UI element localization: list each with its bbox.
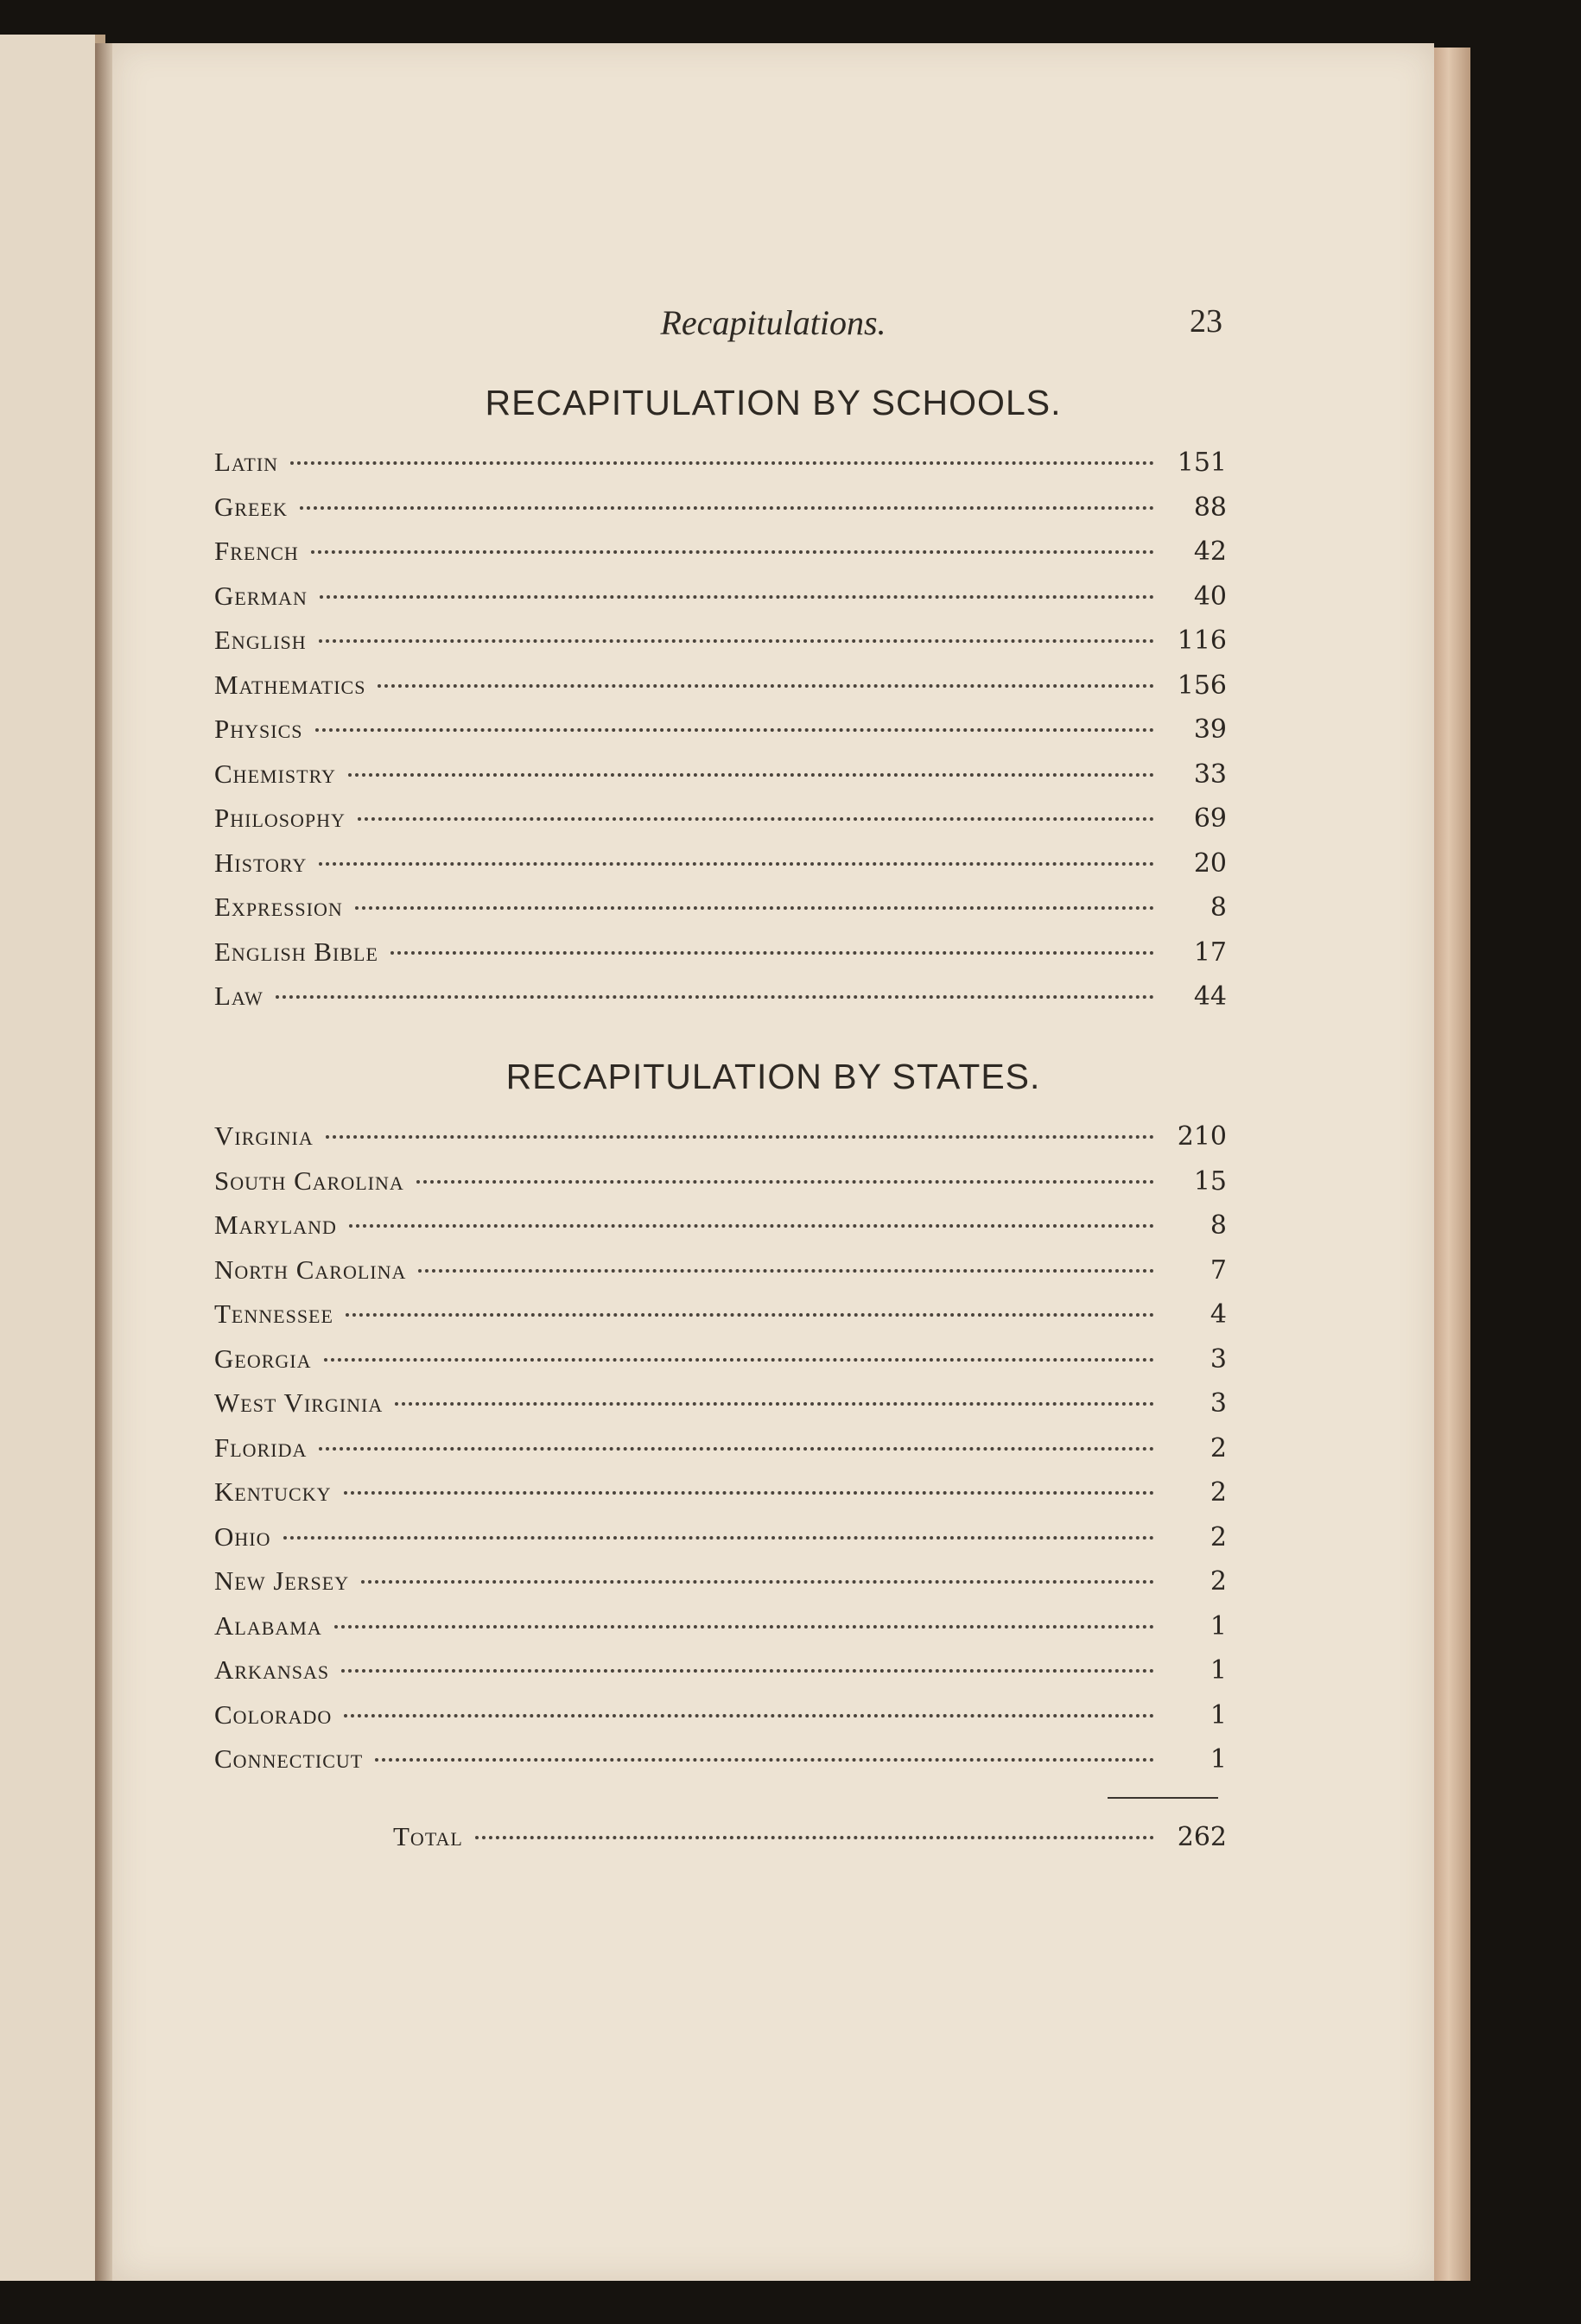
list-item xyxy=(214,714,1227,759)
list-item xyxy=(214,581,1227,625)
list-item xyxy=(214,892,1227,937)
list-item xyxy=(214,1521,1227,1566)
running-head-title: Recapitulations. xyxy=(660,303,886,342)
item-label: Georgia xyxy=(214,1343,312,1374)
item-label: Philosophy xyxy=(214,803,346,833)
schools-list xyxy=(214,447,1227,1025)
list-item xyxy=(214,937,1227,981)
item-value: 2 xyxy=(1210,1566,1227,1597)
dot-leader xyxy=(324,1358,1155,1362)
list-item xyxy=(214,1743,1227,1788)
item-value: 2 xyxy=(1210,1432,1227,1464)
item-label: English Bible xyxy=(214,936,378,967)
item-value: 7 xyxy=(1210,1254,1227,1286)
item-label: Chemistry xyxy=(214,758,336,789)
total-label: Total xyxy=(393,1821,463,1851)
dot-leader xyxy=(276,995,1154,999)
book-page xyxy=(112,43,1434,2281)
item-value: 8 xyxy=(1210,1210,1227,1241)
dot-leader xyxy=(355,906,1154,910)
item-label: South Carolina xyxy=(214,1165,404,1196)
list-item xyxy=(214,1387,1227,1432)
list-item xyxy=(214,1654,1227,1699)
list-item xyxy=(214,492,1227,537)
list-item xyxy=(214,1299,1227,1343)
item-label: Alabama xyxy=(214,1610,322,1641)
list-item xyxy=(214,1254,1227,1299)
dot-leader xyxy=(349,1224,1154,1228)
dot-leader xyxy=(326,1135,1154,1139)
dot-leader xyxy=(390,951,1154,955)
list-item xyxy=(214,625,1227,670)
item-label: Kentucky xyxy=(214,1476,332,1507)
page-number: 23 xyxy=(1190,303,1222,340)
item-value: 151 xyxy=(1177,448,1227,478)
item-value: 3 xyxy=(1210,1388,1227,1419)
item-label: French xyxy=(214,536,299,566)
dot-leader xyxy=(283,1536,1155,1540)
list-item xyxy=(214,981,1227,1025)
item-value: 1 xyxy=(1210,1699,1227,1730)
item-label: Virginia xyxy=(214,1121,314,1151)
item-value: 156 xyxy=(1177,670,1227,701)
dot-leader xyxy=(319,862,1154,866)
dot-leader xyxy=(290,461,1154,465)
item-label: Colorado xyxy=(214,1699,333,1730)
item-label: Maryland xyxy=(214,1210,337,1240)
dot-leader xyxy=(378,684,1154,688)
total-value: 262 xyxy=(1177,1822,1227,1852)
item-label: Expression xyxy=(214,892,343,922)
list-item xyxy=(214,759,1227,803)
list-item xyxy=(214,1565,1227,1610)
dot-leader xyxy=(346,1313,1154,1317)
item-label: Florida xyxy=(214,1432,308,1463)
dot-leader xyxy=(395,1402,1154,1406)
dot-leader xyxy=(344,1491,1155,1495)
list-item xyxy=(214,1343,1227,1388)
schools-heading: RECAPITULATION BY SCHOOLS. xyxy=(485,383,1062,422)
dot-leader xyxy=(334,1625,1154,1629)
item-value: 15 xyxy=(1193,1165,1227,1197)
dot-leader xyxy=(418,1269,1154,1273)
item-label: New Jersey xyxy=(214,1565,350,1596)
item-value: 44 xyxy=(1193,981,1227,1012)
dot-leader xyxy=(300,506,1154,510)
item-value: 210 xyxy=(1177,1121,1227,1152)
dot-leader xyxy=(320,595,1154,599)
item-value: 8 xyxy=(1210,892,1227,923)
list-item xyxy=(214,1476,1227,1521)
item-label: Connecticut xyxy=(214,1743,364,1774)
item-label: History xyxy=(214,847,308,878)
dot-leader xyxy=(475,1836,1154,1839)
list-item xyxy=(214,1610,1227,1655)
item-label: North Carolina xyxy=(214,1254,407,1285)
list-item xyxy=(214,1210,1227,1254)
book-gutter xyxy=(95,43,114,2281)
dot-leader xyxy=(375,1758,1154,1762)
item-value: 33 xyxy=(1193,759,1227,790)
dot-leader xyxy=(319,1447,1154,1451)
item-value: 69 xyxy=(1193,803,1227,834)
item-value: 1 xyxy=(1210,1610,1227,1641)
running-head xyxy=(112,302,1434,354)
dot-leader xyxy=(416,1180,1154,1184)
page-block-edge xyxy=(1434,48,1470,2281)
total-rule xyxy=(1108,1797,1218,1799)
item-label: Ohio xyxy=(214,1521,271,1552)
item-value: 2 xyxy=(1210,1477,1227,1508)
item-value: 88 xyxy=(1193,492,1227,523)
dot-leader xyxy=(358,817,1154,821)
dot-leader xyxy=(348,773,1154,777)
item-value: 4 xyxy=(1210,1299,1227,1330)
list-item xyxy=(214,670,1227,714)
states-list xyxy=(214,1121,1227,1788)
list-item xyxy=(214,1699,1227,1744)
item-value: 1 xyxy=(1210,1744,1227,1775)
facing-page-edge xyxy=(0,35,105,2281)
item-value: 3 xyxy=(1210,1343,1227,1375)
item-label: Mathematics xyxy=(214,669,366,700)
item-value: 39 xyxy=(1193,714,1227,745)
item-label: Greek xyxy=(214,491,288,522)
item-value: 17 xyxy=(1193,937,1227,968)
item-value: 1 xyxy=(1210,1655,1227,1686)
item-value: 42 xyxy=(1193,537,1227,567)
dot-leader xyxy=(344,1714,1154,1718)
item-label: Law xyxy=(214,981,264,1011)
total-row xyxy=(393,1821,1227,1866)
item-label: Physics xyxy=(214,714,303,744)
item-label: Latin xyxy=(214,447,279,477)
states-heading: RECAPITULATION BY STATES. xyxy=(505,1057,1041,1096)
list-item xyxy=(214,1432,1227,1477)
item-label: West Virginia xyxy=(214,1387,384,1418)
list-item xyxy=(214,1121,1227,1165)
dot-leader xyxy=(319,639,1154,643)
item-value: 116 xyxy=(1177,625,1227,656)
list-item xyxy=(214,848,1227,892)
dot-leader xyxy=(341,1669,1154,1673)
item-label: Arkansas xyxy=(214,1654,330,1685)
list-item xyxy=(214,447,1227,492)
item-value: 40 xyxy=(1193,581,1227,612)
list-item xyxy=(214,803,1227,848)
item-label: English xyxy=(214,625,307,655)
item-label: German xyxy=(214,580,308,611)
dot-leader xyxy=(311,550,1154,554)
dot-leader xyxy=(315,728,1155,732)
dot-leader xyxy=(361,1580,1154,1584)
list-item xyxy=(214,536,1227,581)
list-item xyxy=(214,1165,1227,1210)
item-label: Tennessee xyxy=(214,1299,333,1329)
item-value: 20 xyxy=(1193,848,1227,879)
item-value: 2 xyxy=(1210,1521,1227,1553)
